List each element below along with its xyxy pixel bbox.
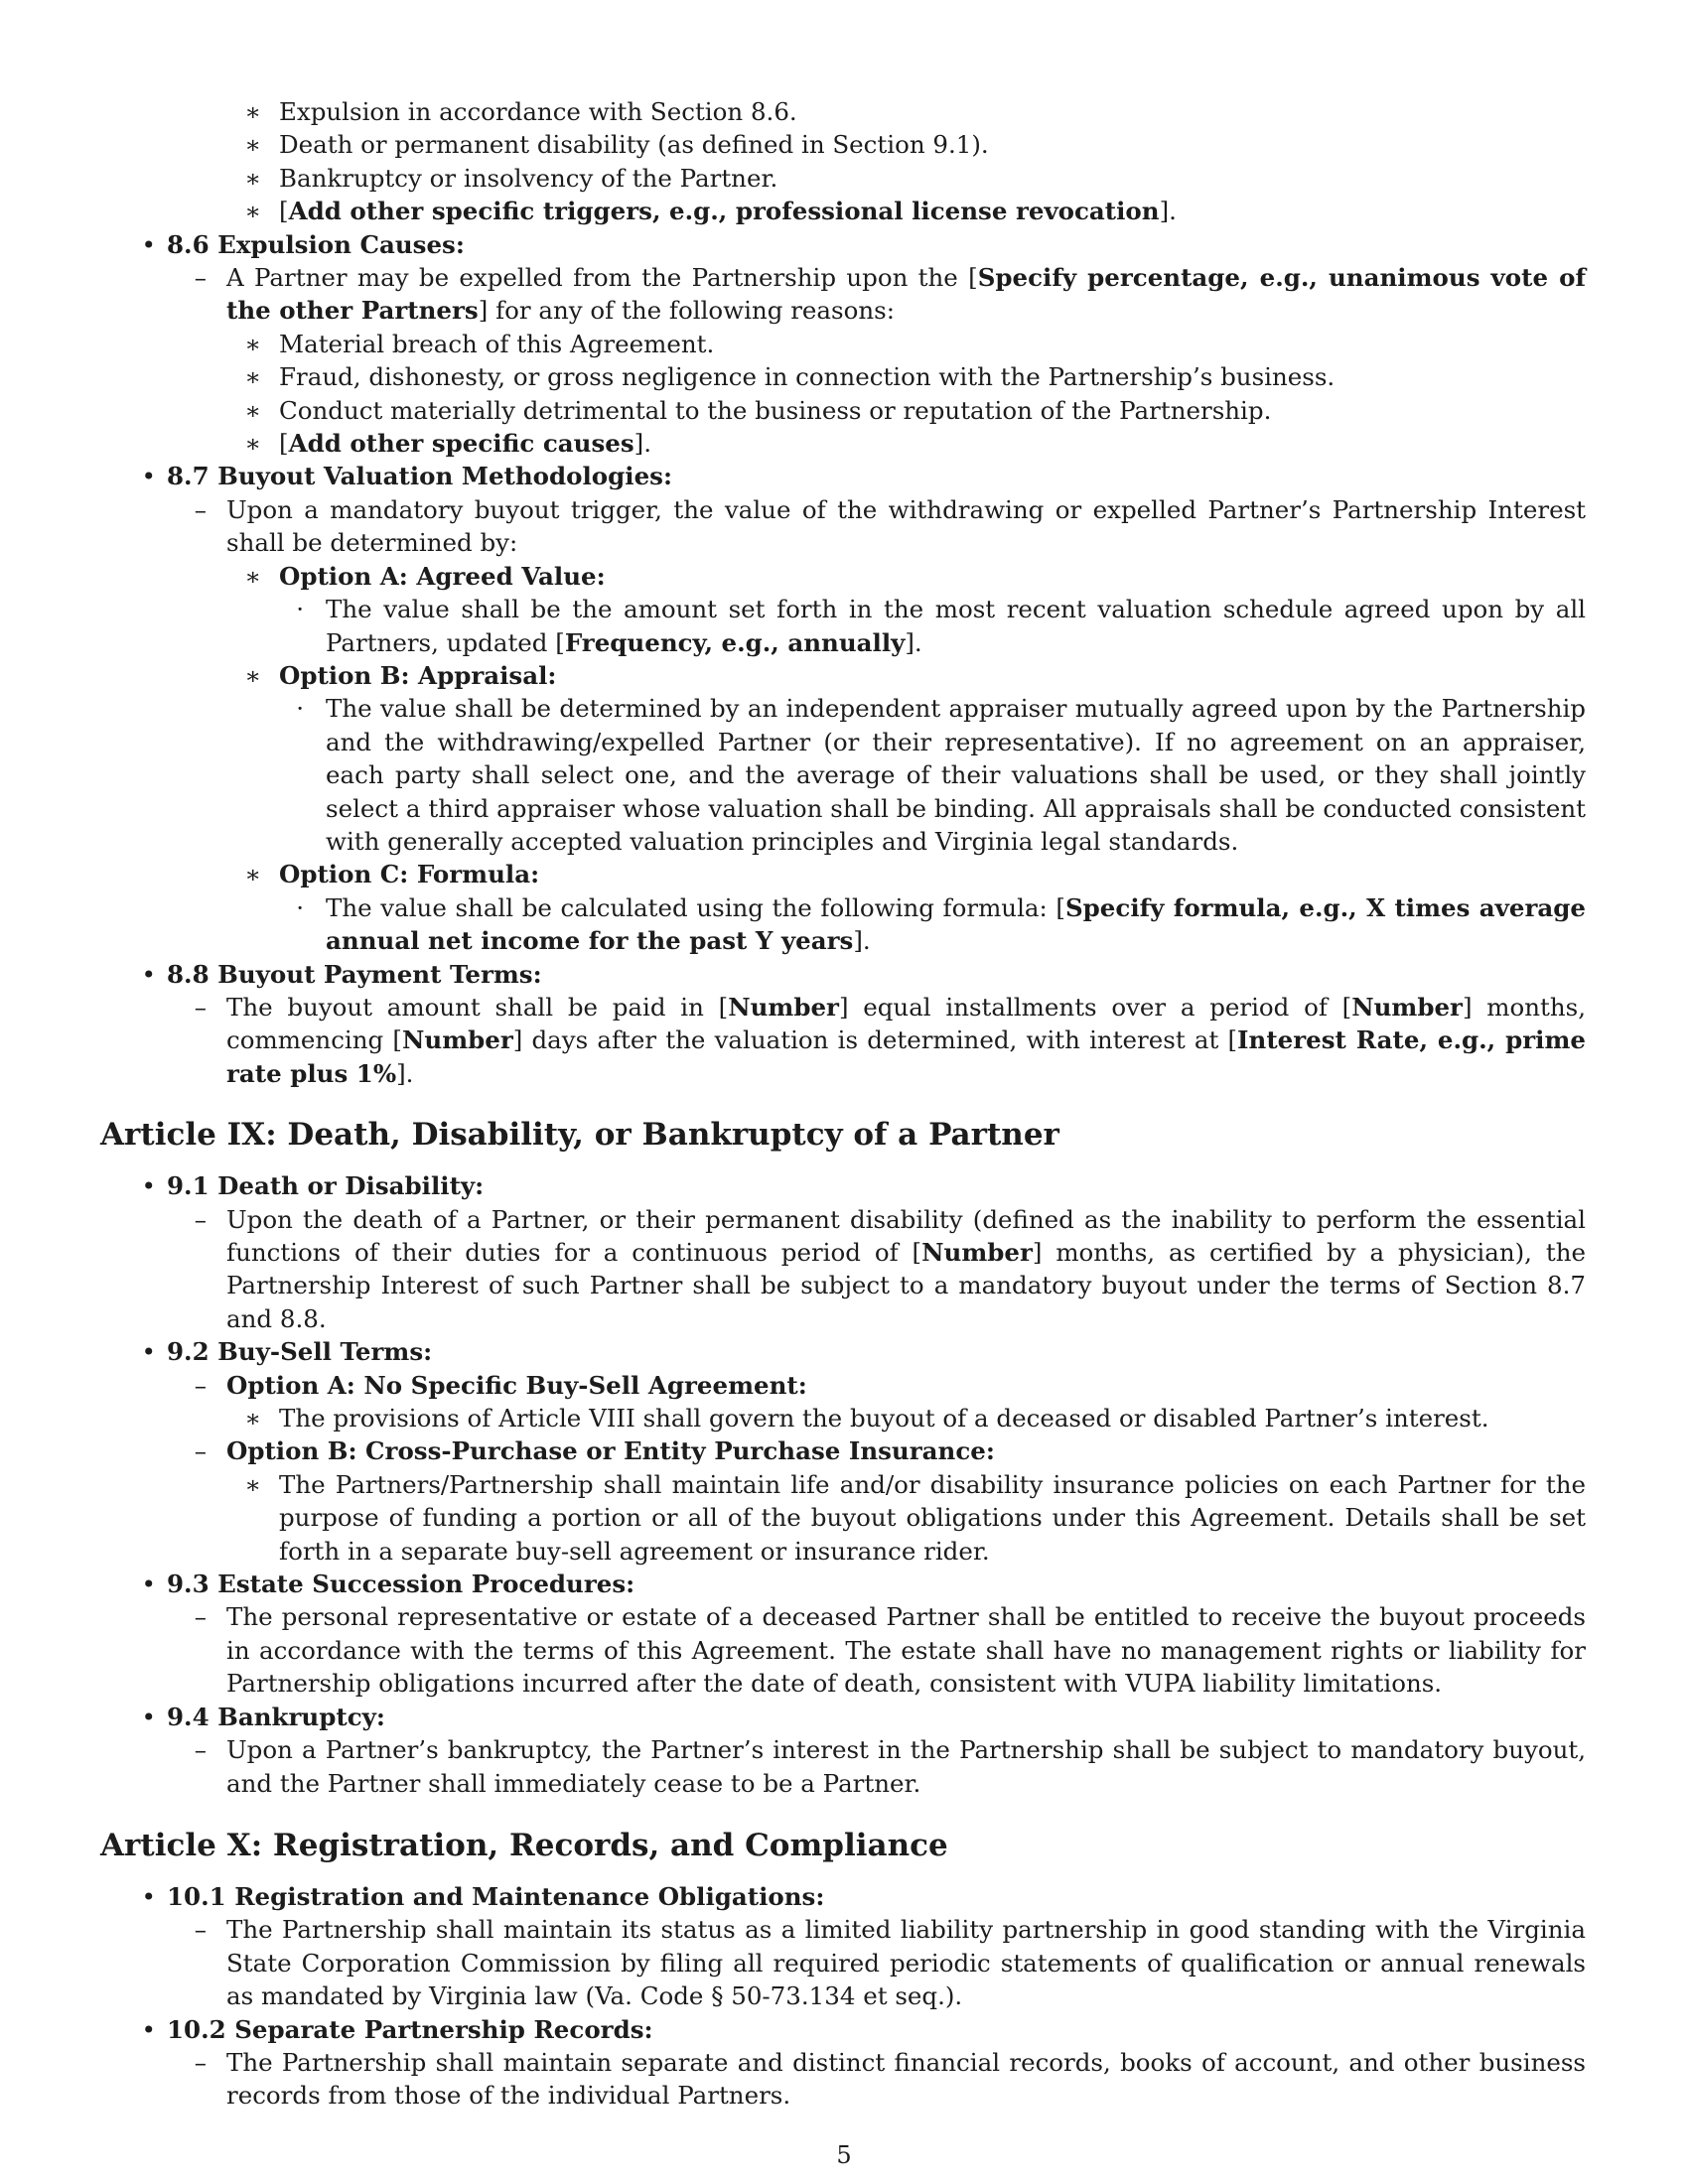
star-bullet: ∗: [244, 130, 261, 160]
paragraph: The value shall be determined by an independent appraiser mutually agreed upon by the Partnership and the withdrawing/expelled Partner (or their representative). If no agreement on an appraiser, each party shall select one, and the average of their valuations shall be used, or they shall jointly select a third appraiser whose valuation shall be binding. All appraisals shall be conducted consistent with generally accepted valuation principles and Virginia legal standards.: [326, 694, 1586, 856]
list-item: [100, 95, 1586, 128]
star-bullet: ∗: [244, 197, 261, 226]
paragraph: The value shall be calculated using the following formula: [Specify formula, e.g., X times average annual net income for the past Y years].: [326, 892, 1586, 956]
option-label: Option B: Cross-Purchase or Entity Purchase Insurance:: [226, 1436, 995, 1466]
list-item: [100, 195, 1586, 227]
section-heading: 9.2 Buy-Sell Terms:: [167, 1337, 433, 1367]
section-heading: 8.8 Buyout Payment Terms:: [167, 959, 542, 989]
expulsion-cause: Fraud, dishonesty, or gross negligence in connection with the Partnership’s business.: [279, 362, 1336, 392]
section-8-8: [100, 958, 1586, 1091]
section-8-6: [100, 228, 1586, 461]
paragraph: The Partnership shall maintain separate and distinct financial records, books of account, and other business records from those of the individual Partners.: [226, 2047, 1586, 2111]
placeholder-text: Add other specific causes: [288, 429, 634, 459]
option-label: Option A: Agreed Value:: [279, 561, 606, 591]
list-item: [100, 692, 1586, 858]
list-item: [100, 261, 1586, 328]
star-bullet: ∗: [244, 329, 261, 358]
dot-bullet: ·: [296, 694, 304, 724]
star-bullet: ∗: [244, 660, 261, 690]
list-item: [100, 1203, 1586, 1336]
placeholder-text: Number: [921, 1238, 1033, 1267]
paragraph: Upon a mandatory buyout trigger, the value of the withdrawing or expelled Partner’s Partnership Interest shall be determined by:: [226, 494, 1586, 558]
section-heading: 9.4 Bankruptcy:: [167, 1702, 385, 1731]
expulsion-cause-other: [Add other specific causes].: [279, 429, 651, 459]
section-8-5-continued: [100, 95, 1586, 228]
bullet: •: [141, 2014, 156, 2044]
section-heading: 10.1 Registration and Maintenance Obligations:: [167, 1881, 825, 1911]
section-heading-item: [100, 1568, 1586, 1600]
placeholder-text: Add other specific triggers, e.g., professional license revocation: [288, 197, 1160, 226]
star-bullet: ∗: [244, 163, 261, 193]
star-bullet: ∗: [244, 429, 261, 459]
section-heading-item: [100, 1701, 1586, 1733]
list-item: [100, 991, 1586, 1090]
list-item: [100, 394, 1586, 427]
trigger-death: Death or permanent disability (as defined in Section 9.1).: [279, 130, 989, 160]
paragraph: Upon a Partner’s bankruptcy, the Partner’s interest in the Partnership shall be subject to mandatory buyout, and the Partner shall immediately cease to be a Partner.: [226, 1735, 1586, 1798]
star-bullet: ∗: [244, 561, 261, 591]
list-item: [100, 1600, 1586, 1700]
trigger-other: [Add other specific triggers, e.g., professional license revocation].: [279, 197, 1177, 226]
list-item: [100, 891, 1586, 958]
page-number: 5: [836, 2141, 852, 2169]
list-item: [100, 427, 1586, 460]
bullet: •: [141, 1881, 156, 1911]
dash-bullet: –: [194, 992, 207, 1022]
placeholder-text: Specify percentage, e.g., unanimous vote of the other Partners: [226, 263, 1586, 326]
paragraph: Upon the death of a Partner, or their permanent disability (defined as the inability to perform the essential functions of their duties for a continuous period of [Number] months, as certified by a physician), the Partnership Interest of such Partner shall be subject to a mandatory buyout under the terms of Section 8.7 and 8.8.: [226, 1204, 1586, 1333]
trigger-expulsion: Expulsion in accordance with Section 8.6.: [279, 97, 797, 126]
list-item: [100, 1733, 1586, 1800]
paragraph: The Partnership shall maintain its status as a limited liability partnership in good standing with the Virginia State Corporation Commission by filing all required periodic statements of qualification or annual renewals as mandated by Virginia law (Va. Code § 50-73.134 et seq.).: [226, 1915, 1586, 2011]
document-page: [100, 95, 1586, 2113]
section-heading: 10.2 Separate Partnership Records:: [167, 2014, 653, 2044]
bullet: •: [141, 1570, 156, 1599]
section-heading-item: [100, 1169, 1586, 1202]
dash-bullet: –: [194, 263, 207, 293]
list-item: [100, 1402, 1586, 1434]
section-heading-item: [100, 958, 1586, 991]
dash-bullet: –: [194, 1370, 207, 1400]
dot-bullet: ·: [296, 595, 304, 624]
paragraph: The buyout amount shall be paid in [Number] equal installments over a period of [Number] months, commencing [Number] days after the valuation is determined, with interest at [Interest Rate, e.g., prime rate plus 1%].: [226, 992, 1587, 1088]
dash-bullet: –: [194, 1735, 207, 1765]
placeholder-text: Frequency, e.g., annually: [564, 627, 906, 657]
trigger-bankruptcy: Bankruptcy or insolvency of the Partner.: [279, 163, 778, 193]
star-bullet: ∗: [244, 1469, 261, 1499]
option-label: Option C: Formula:: [279, 860, 540, 889]
section-heading-item: [100, 460, 1586, 492]
placeholder-text: Number: [728, 992, 839, 1022]
section-heading: 9.3 Estate Succession Procedures:: [167, 1570, 635, 1599]
dash-bullet: –: [194, 1915, 207, 1945]
option-label: Option B: Appraisal:: [279, 660, 557, 690]
section-8-7: [100, 460, 1586, 957]
dash-bullet: –: [194, 1602, 207, 1632]
list-item: [100, 162, 1586, 195]
list-item: [100, 2046, 1586, 2113]
dash-bullet: –: [194, 494, 207, 524]
star-bullet: ∗: [244, 362, 261, 392]
option-heading-item: [100, 1434, 1586, 1467]
paragraph: The personal representative or estate of a deceased Partner shall be entitled to receive the buyout proceeds in accordance with the terms of this Agreement. The estate shall have no management rights or liability for Partnership obligations incurred after the date of death, consistent with VUPA liability limitations.: [226, 1602, 1586, 1699]
paragraph: The provisions of Article VIII shall govern the buyout of a deceased or disabled Partner’s interest.: [279, 1404, 1489, 1433]
section-heading-item: [100, 228, 1586, 261]
option-heading-item: [100, 560, 1586, 593]
list-item: [100, 1913, 1586, 2012]
option-heading-item: [100, 1369, 1586, 1402]
section-heading-item: [100, 1335, 1586, 1368]
placeholder-text: Number: [401, 1025, 513, 1055]
list-item: [100, 1468, 1586, 1568]
bullet: •: [141, 462, 156, 491]
article-ix-body: [100, 1169, 1586, 1800]
option-label: Option A: No Specific Buy-Sell Agreement:: [226, 1370, 807, 1400]
section-heading: 9.1 Death or Disability:: [167, 1171, 485, 1201]
bullet: •: [141, 1702, 156, 1731]
section-heading: 8.7 Buyout Valuation Methodologies:: [167, 462, 673, 491]
article-ix-title: Article IX: Death, Disability, or Bankruptcy of a Partner: [100, 1117, 1059, 1154]
star-bullet: ∗: [244, 395, 261, 425]
bullet: •: [141, 959, 156, 989]
option-heading-item: [100, 659, 1586, 692]
dot-bullet: ·: [296, 892, 304, 922]
list-item: [100, 493, 1586, 560]
expulsion-cause: Conduct materially detrimental to the business or reputation of the Partnership.: [279, 395, 1272, 425]
section-heading: 8.6 Expulsion Causes:: [167, 229, 465, 259]
list-item: [100, 360, 1586, 393]
expulsion-cause: Material breach of this Agreement.: [279, 329, 715, 358]
star-bullet: ∗: [244, 1404, 261, 1433]
bullet: •: [141, 229, 156, 259]
placeholder-text: Specify formula, e.g., X times average annual net income for the past Y years: [326, 892, 1586, 956]
bullet: •: [141, 1171, 156, 1201]
article-x-title: Article X: Registration, Records, and Compliance: [100, 1827, 948, 1863]
star-bullet: ∗: [244, 97, 261, 126]
star-bullet: ∗: [244, 860, 261, 889]
list-item: [100, 128, 1586, 161]
option-heading-item: [100, 858, 1586, 890]
section-heading-item: [100, 2013, 1586, 2046]
placeholder-text: Interest Rate, e.g., prime rate plus 1%: [226, 1025, 1586, 1088]
article-x-body: [100, 1880, 1586, 2113]
dash-bullet: –: [194, 2047, 207, 2077]
paragraph: The Partners/Partnership shall maintain life and/or disability insurance policies on each Partner for the purpose of funding a portion or all of the buyout obligations under this Agreement. Details shall be set forth in a separate buy-sell agreement or insurance rider.: [279, 1469, 1586, 1566]
paragraph: The value shall be the amount set forth in the most recent valuation schedule agreed upon by all Partners, updated [Frequency, e.g., annually].: [326, 595, 1586, 657]
dash-bullet: –: [194, 1436, 207, 1466]
dash-bullet: –: [194, 1204, 207, 1234]
placeholder-text: Number: [1351, 992, 1463, 1022]
section-heading-item: [100, 1880, 1586, 1913]
bullet: •: [141, 1337, 156, 1367]
paragraph: A Partner may be expelled from the Partnership upon the [Specify percentage, e.g., unanimous vote of the other Partners] for any of the following reasons:: [226, 263, 1586, 326]
list-item: [100, 328, 1586, 360]
list-item: [100, 593, 1586, 659]
